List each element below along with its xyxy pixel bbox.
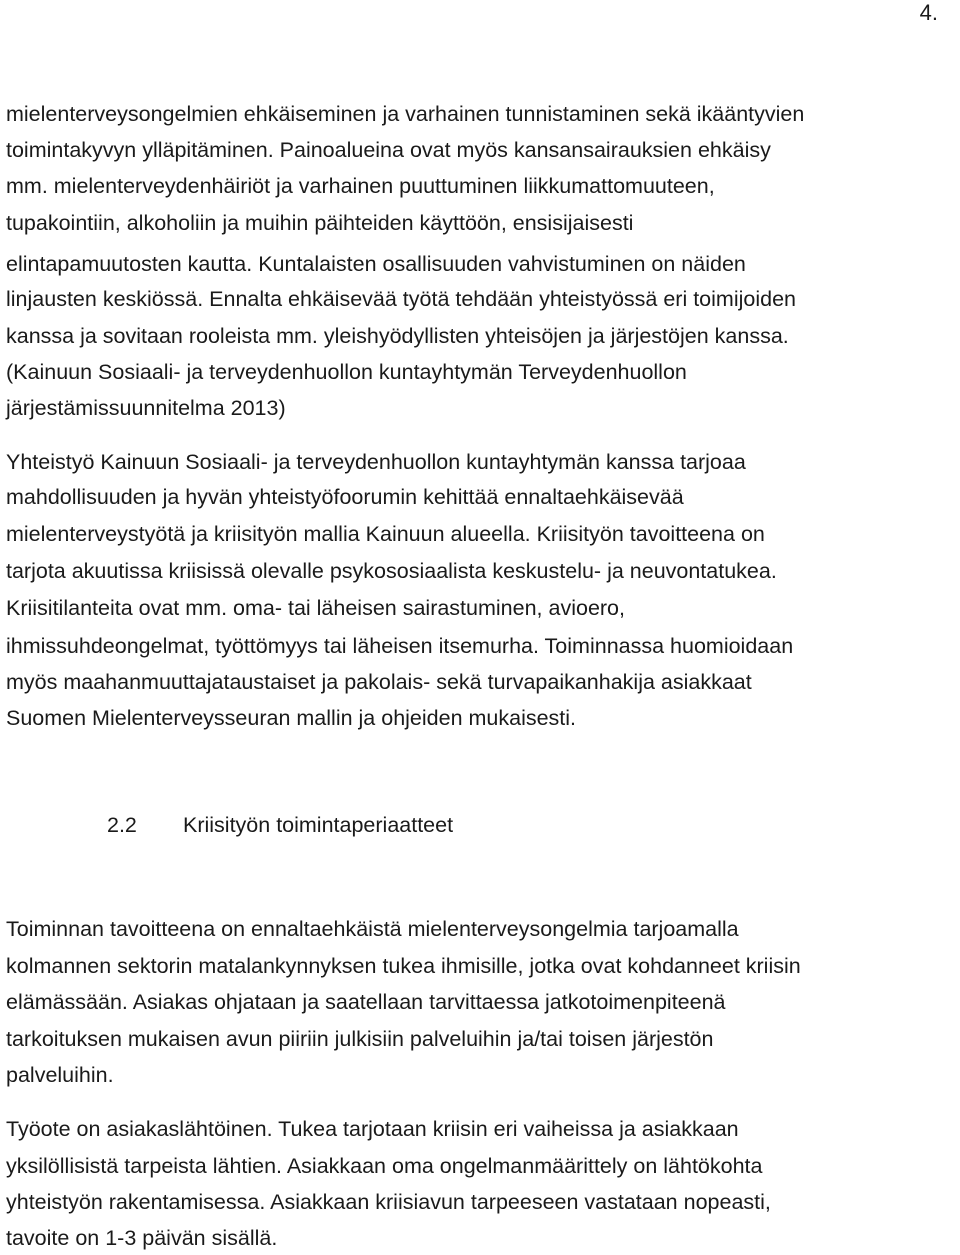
text-line: elämässään. Asiakas ohjataan ja saatellaan tarvittaessa jatkotoimenpiteenä bbox=[6, 990, 726, 1014]
text-line: linjausten keskiössä. Ennalta ehkäisevää työtä tehdään yhteistyössä eri toimijoiden bbox=[6, 287, 796, 311]
section-number: 2.2 bbox=[107, 813, 137, 837]
text-line: toimintakyvyn ylläpitäminen. Painoalueina ovat myös kansansairauksien ehkäisy bbox=[6, 138, 771, 162]
section-title: Kriisityön toimintaperiaatteet bbox=[183, 813, 454, 837]
text-line: tupakointiin, alkoholiin ja muihin päihteiden käyttöön, ensisijaisesti bbox=[6, 211, 634, 235]
text-line: tarkoituksen mukaisen avun piiriin julkisiin palveluihin ja/tai toisen järjestön bbox=[6, 1027, 714, 1051]
text-line: palveluihin. bbox=[6, 1063, 114, 1087]
text-line: yhteistyön rakentamisessa. Asiakkaan kriisiavun tarpeeseen vastataan nopeasti, bbox=[6, 1190, 771, 1214]
page-number: 4. bbox=[919, 0, 938, 25]
text-line: (Kainuun Sosiaali- ja terveydenhuollon kuntayhtymän Terveydenhuollon bbox=[6, 360, 687, 384]
section-heading bbox=[107, 812, 453, 838]
text-line: kolmannen sektorin matalankynnyksen tukea ihmisille, jotka ovat kohdanneet kriisin bbox=[6, 954, 801, 978]
text-line: Työote on asiakaslähtöinen. Tukea tarjotaan kriisin eri vaiheissa ja asiakkaan bbox=[6, 1117, 739, 1141]
text-line: tavoite on 1-3 päivän sisällä. bbox=[6, 1226, 278, 1250]
text-line: mm. mielenterveydenhäiriöt ja varhainen puuttuminen liikkumattomuuteen, bbox=[6, 174, 715, 198]
text-line: Suomen Mielenterveysseuran mallin ja ohjeiden mukaisesti. bbox=[6, 706, 577, 730]
text-line: kanssa ja sovitaan rooleista mm. yleishyödyllisten yhteisöjen ja järjestöjen kanssa. bbox=[6, 324, 789, 348]
text-line: mahdollisuuden ja hyvän yhteistyöfoorumin kehittää ennaltaehkäisevää bbox=[6, 485, 684, 509]
text-line: Kriisitilanteita ovat mm. oma- tai läheisen sairastuminen, avioero, bbox=[6, 596, 625, 620]
text-line: Yhteistyö Kainuun Sosiaali- ja terveydenhuollon kuntayhtymän kanssa tarjoaa bbox=[6, 450, 746, 474]
text-line: yksilöllisistä tarpeista lähtien. Asiakkaan oma ongelmanmäärittely on lähtökohta bbox=[6, 1154, 763, 1178]
text-line: järjestämissuunnitelma 2013) bbox=[6, 396, 286, 420]
text-line: mielenterveystyötä ja kriisityön mallia Kainuun alueella. Kriisityön tavoitteena on bbox=[6, 522, 765, 546]
text-line: tarjota akuutissa kriisissä olevalle psykososiaalista keskustelu- ja neuvontatukea. bbox=[6, 559, 777, 583]
text-line: mielenterveysongelmien ehkäiseminen ja varhainen tunnistaminen sekä ikääntyvien bbox=[6, 102, 805, 126]
text-line: Toiminnan tavoitteena on ennaltaehkäistä mielenterveysongelmia tarjoamalla bbox=[6, 917, 739, 941]
text-line: ihmissuhdeongelmat, työttömyys tai läheisen itsemurha. Toiminnassa huomioidaan bbox=[6, 634, 794, 658]
text-line: myös maahanmuuttajataustaiset ja pakolais- sekä turvapaikanhakija asiakkaat bbox=[6, 670, 752, 694]
text-line: elintapamuutosten kautta. Kuntalaisten osallisuuden vahvistuminen on näiden bbox=[6, 252, 746, 276]
